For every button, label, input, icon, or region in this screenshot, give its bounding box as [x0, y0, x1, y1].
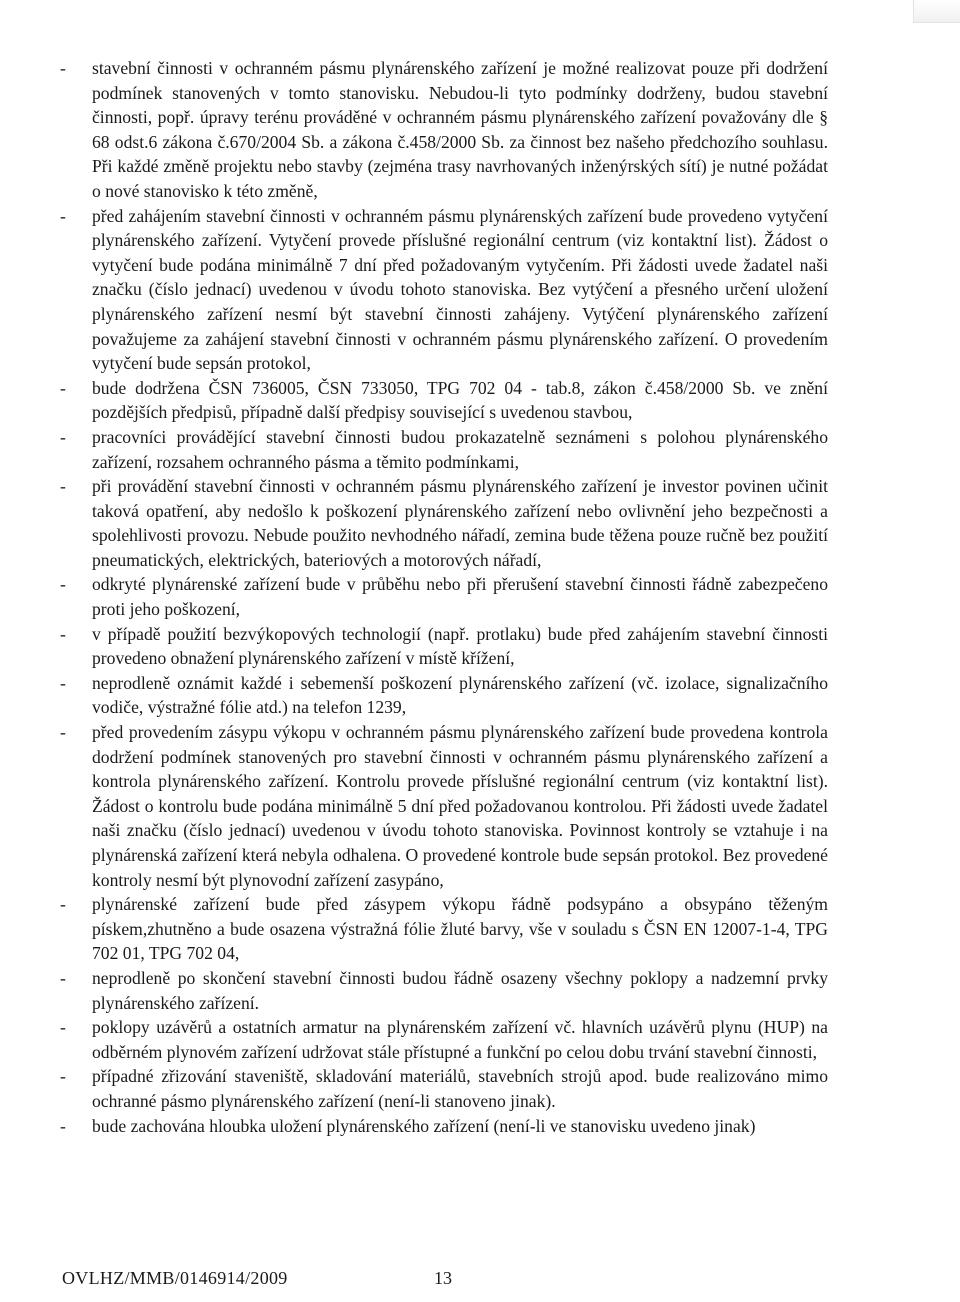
- list-item: - plynárenské zařízení bude před zásypem výkopu řádně podsypáno a obsypáno těženým pískem,zhutněno a bude osazena výstražná fólie žluté barvy, vše v souladu s ČSN EN 12007-1-4, TPG 702 01, TPG 702 04,: [0, 892, 828, 966]
- list-item: - v případě použití bezvýkopových technologií (např. protlaku) bude před zahájením stavební činnosti provedeno obnažení plynárenského zařízení v místě křížení,: [0, 622, 828, 671]
- conditions-list: [0, 56, 960, 1138]
- list-item: - pracovníci provádějící stavební činnosti budou prokazatelně seznámeni s polohou plynárenského zařízení, rozsahem ochranného pásma a těmito podmínkami,: [0, 425, 828, 474]
- list-item: - neprodleně oznámit každé i sebemenší poškození plynárenského zařízení (vč. izolace, signalizačního vodiče, výstražné fólie atd.) na telefon 1239,: [0, 671, 828, 720]
- list-item: - bude dodržena ČSN 736005, ČSN 733050, TPG 702 04 - tab.8, zákon č.458/2000 Sb. ve znění pozdějších předpisů, případně další předpisy související s uvedenou stavbou,: [0, 376, 828, 425]
- list-item: - před zahájením stavební činnosti v ochranném pásmu plynárenských zařízení bude provedeno vytyčení plynárenského zařízení. Vytyčení provede příslušné regionální centrum (viz kontaktní list). Žádost o vytyčení bude podána minimálně 7 dní před požadovaným vytyčením. Při žádosti uvede žadatel naši značku (číslo jednací) uvedenou v úvodu tohoto stanoviska. Bez vytýčení a přesného určení uložení plynárenského zařízení nesmí být stavební činnosti zahájeny. Vytýčení plynárenského zařízení považujeme za zahájení stavební činnosti v ochranném pásmu plynárenského zařízení. O provedením vytyčení bude sepsán protokol,: [0, 204, 828, 376]
- list-item: - poklopy uzávěrů a ostatních armatur na plynárenském zařízení vč. hlavních uzávěrů plynu (HUP) na odběrném plynovém zařízení udržovat stále přístupné a funkční po celou dobu trvání stavební činnosti,: [0, 1015, 828, 1064]
- document-reference: OVLHZ/MMB/0146914/2009: [62, 1268, 288, 1288]
- page-number: 13: [434, 1268, 452, 1288]
- list-item: - případné zřizování staveniště, skladování materiálů, stavebních strojů apod. bude realizováno mimo ochranné pásmo plynárenského zařízení (není-li stanoveno jinak).: [0, 1064, 828, 1113]
- list-item: - odkryté plynárenské zařízení bude v průběhu nebo při přerušení stavební činnosti řádně zabezpečeno proti jeho poškození,: [0, 572, 828, 621]
- list-item: - před provedením zásypu výkopu v ochranném pásmu plynárenského zařízení bude provedena kontrola dodržení podmínek stanovených pro stavební činnosti v ochranném pásmu plynárenského zařízení a kontrola plynárenského zařízení. Kontrolu provede příslušné regionální centrum (viz kontaktní list). Žádost o kontrolu bude podána minimálně 5 dní před požadovanou kontrolou. Při žádosti uvede žadatel naši značku (číslo jednací) uvedenou v úvodu tohoto stanoviska. Povinnost kontroly se vztahuje i na plynárenská zařízení která nebyla odhalena. O provedené kontrole bude sepsán protokol. Bez provedené kontroly nesmí být plynovodní zařízení zasypáno,: [0, 720, 828, 892]
- list-item: - stavební činnosti v ochranném pásmu plynárenského zařízení je možné realizovat pouze při dodržení podmínek stanovených v tomto stanovisku. Nebudou-li tyto podmínky dodrženy, budou stavební činnosti, popř. úpravy terénu prováděné v ochranném pásmu plynárenského zařízení považovány dle § 68 odst.6 zákona č.670/2004 Sb. a zákona č.458/2000 Sb. za činnost bez našeho předchozího souhlasu. Při každé změně projektu nebo stavby (zejména trasy navrhovaných inženýrských sítí) je nutné požádat o nové stanovisko k této změně,: [0, 56, 828, 204]
- list-item: - bude zachována hloubka uložení plynárenského zařízení (není-li ve stanovisku uvedeno jinak): [0, 1114, 828, 1139]
- list-item: - neprodleně po skončení stavební činnosti budou řádně osazeny všechny poklopy a nadzemní prvky plynárenského zařízení.: [0, 966, 828, 1015]
- scan-corner-mark: [913, 0, 960, 23]
- list-item: - při provádění stavební činnosti v ochranném pásmu plynárenského zařízení je investor povinen učinit taková opatření, aby nedošlo k poškození plynárenského zařízení nebo ovlivnění jeho bezpečnosti a spolehlivosti provozu. Nebude použito nevhodného nářadí, zemina bude těžena pouze ručně bez použití pneumatických, elektrických, bateriových a motorových nářadí,: [0, 474, 828, 572]
